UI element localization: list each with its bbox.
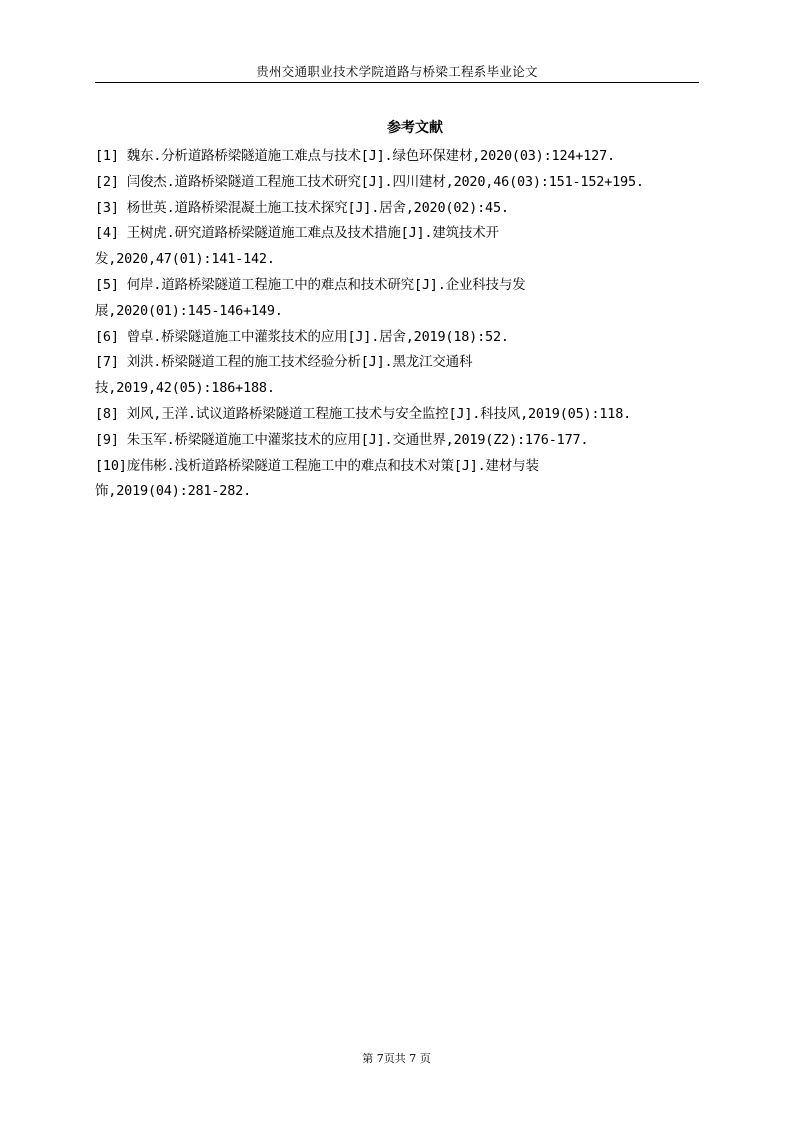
reference-line: [4] 王树虎.研究道路桥梁隧道施工难点及技术措施[J].建筑技术开 (95, 225, 499, 242)
reference-line: 技,2019,42(05):186+188. (95, 380, 275, 397)
reference-line: [7] 刘洪.桥梁隧道工程的施工技术经验分析[J].黑龙江交通科 (95, 354, 473, 371)
reference-line: [8] 刘风,王洋.试议道路桥梁隧道工程施工技术与安全监控[J].科技风,2019(05):118. (95, 405, 632, 422)
reference-line: [9] 朱玉军.桥梁隧道施工中灌浆技术的应用[J].交通世界,2019(Z2):176-177. (95, 431, 589, 448)
reference-line: [3] 杨世英.道路桥梁混凝土施工技术探究[J].居舍,2020(02):45. (95, 199, 509, 216)
reference-line: [2] 闫俊杰.道路桥梁隧道工程施工技术研究[J].四川建材,2020,46(03):151-152+195. (95, 173, 644, 190)
reference-line: 展,2020(01):145-146+149. (95, 302, 283, 319)
reference-line: 发,2020,47(01):141-142. (95, 251, 275, 268)
reference-line: [1] 魏东.分析道路桥梁隧道施工难点与技术[J].绿色环保建材,2020(03):124+127. (95, 148, 615, 164)
header-divider (95, 82, 699, 83)
reference-line: [10]庞伟彬.浅析道路桥梁隧道工程施工中的难点和技术对策[J].建材与装 (95, 457, 539, 474)
page-number: 第 7页共 7 页 (362, 1052, 431, 1065)
references-title: 参考文献 (387, 120, 443, 136)
page-header: 贵州交通职业技术学院道路与桥梁工程系毕业论文 (256, 64, 538, 79)
reference-line: [5] 何岸.道路桥梁隧道工程施工中的难点和技术研究[J].企业科技与发 (95, 276, 526, 293)
reference-list (95, 144, 715, 505)
reference-line: [6] 曾卓.桥梁隧道施工中灌浆技术的应用[J].居舍,2019(18):52. (95, 328, 509, 345)
reference-line: 饰,2019(04):281-282. (95, 483, 251, 500)
